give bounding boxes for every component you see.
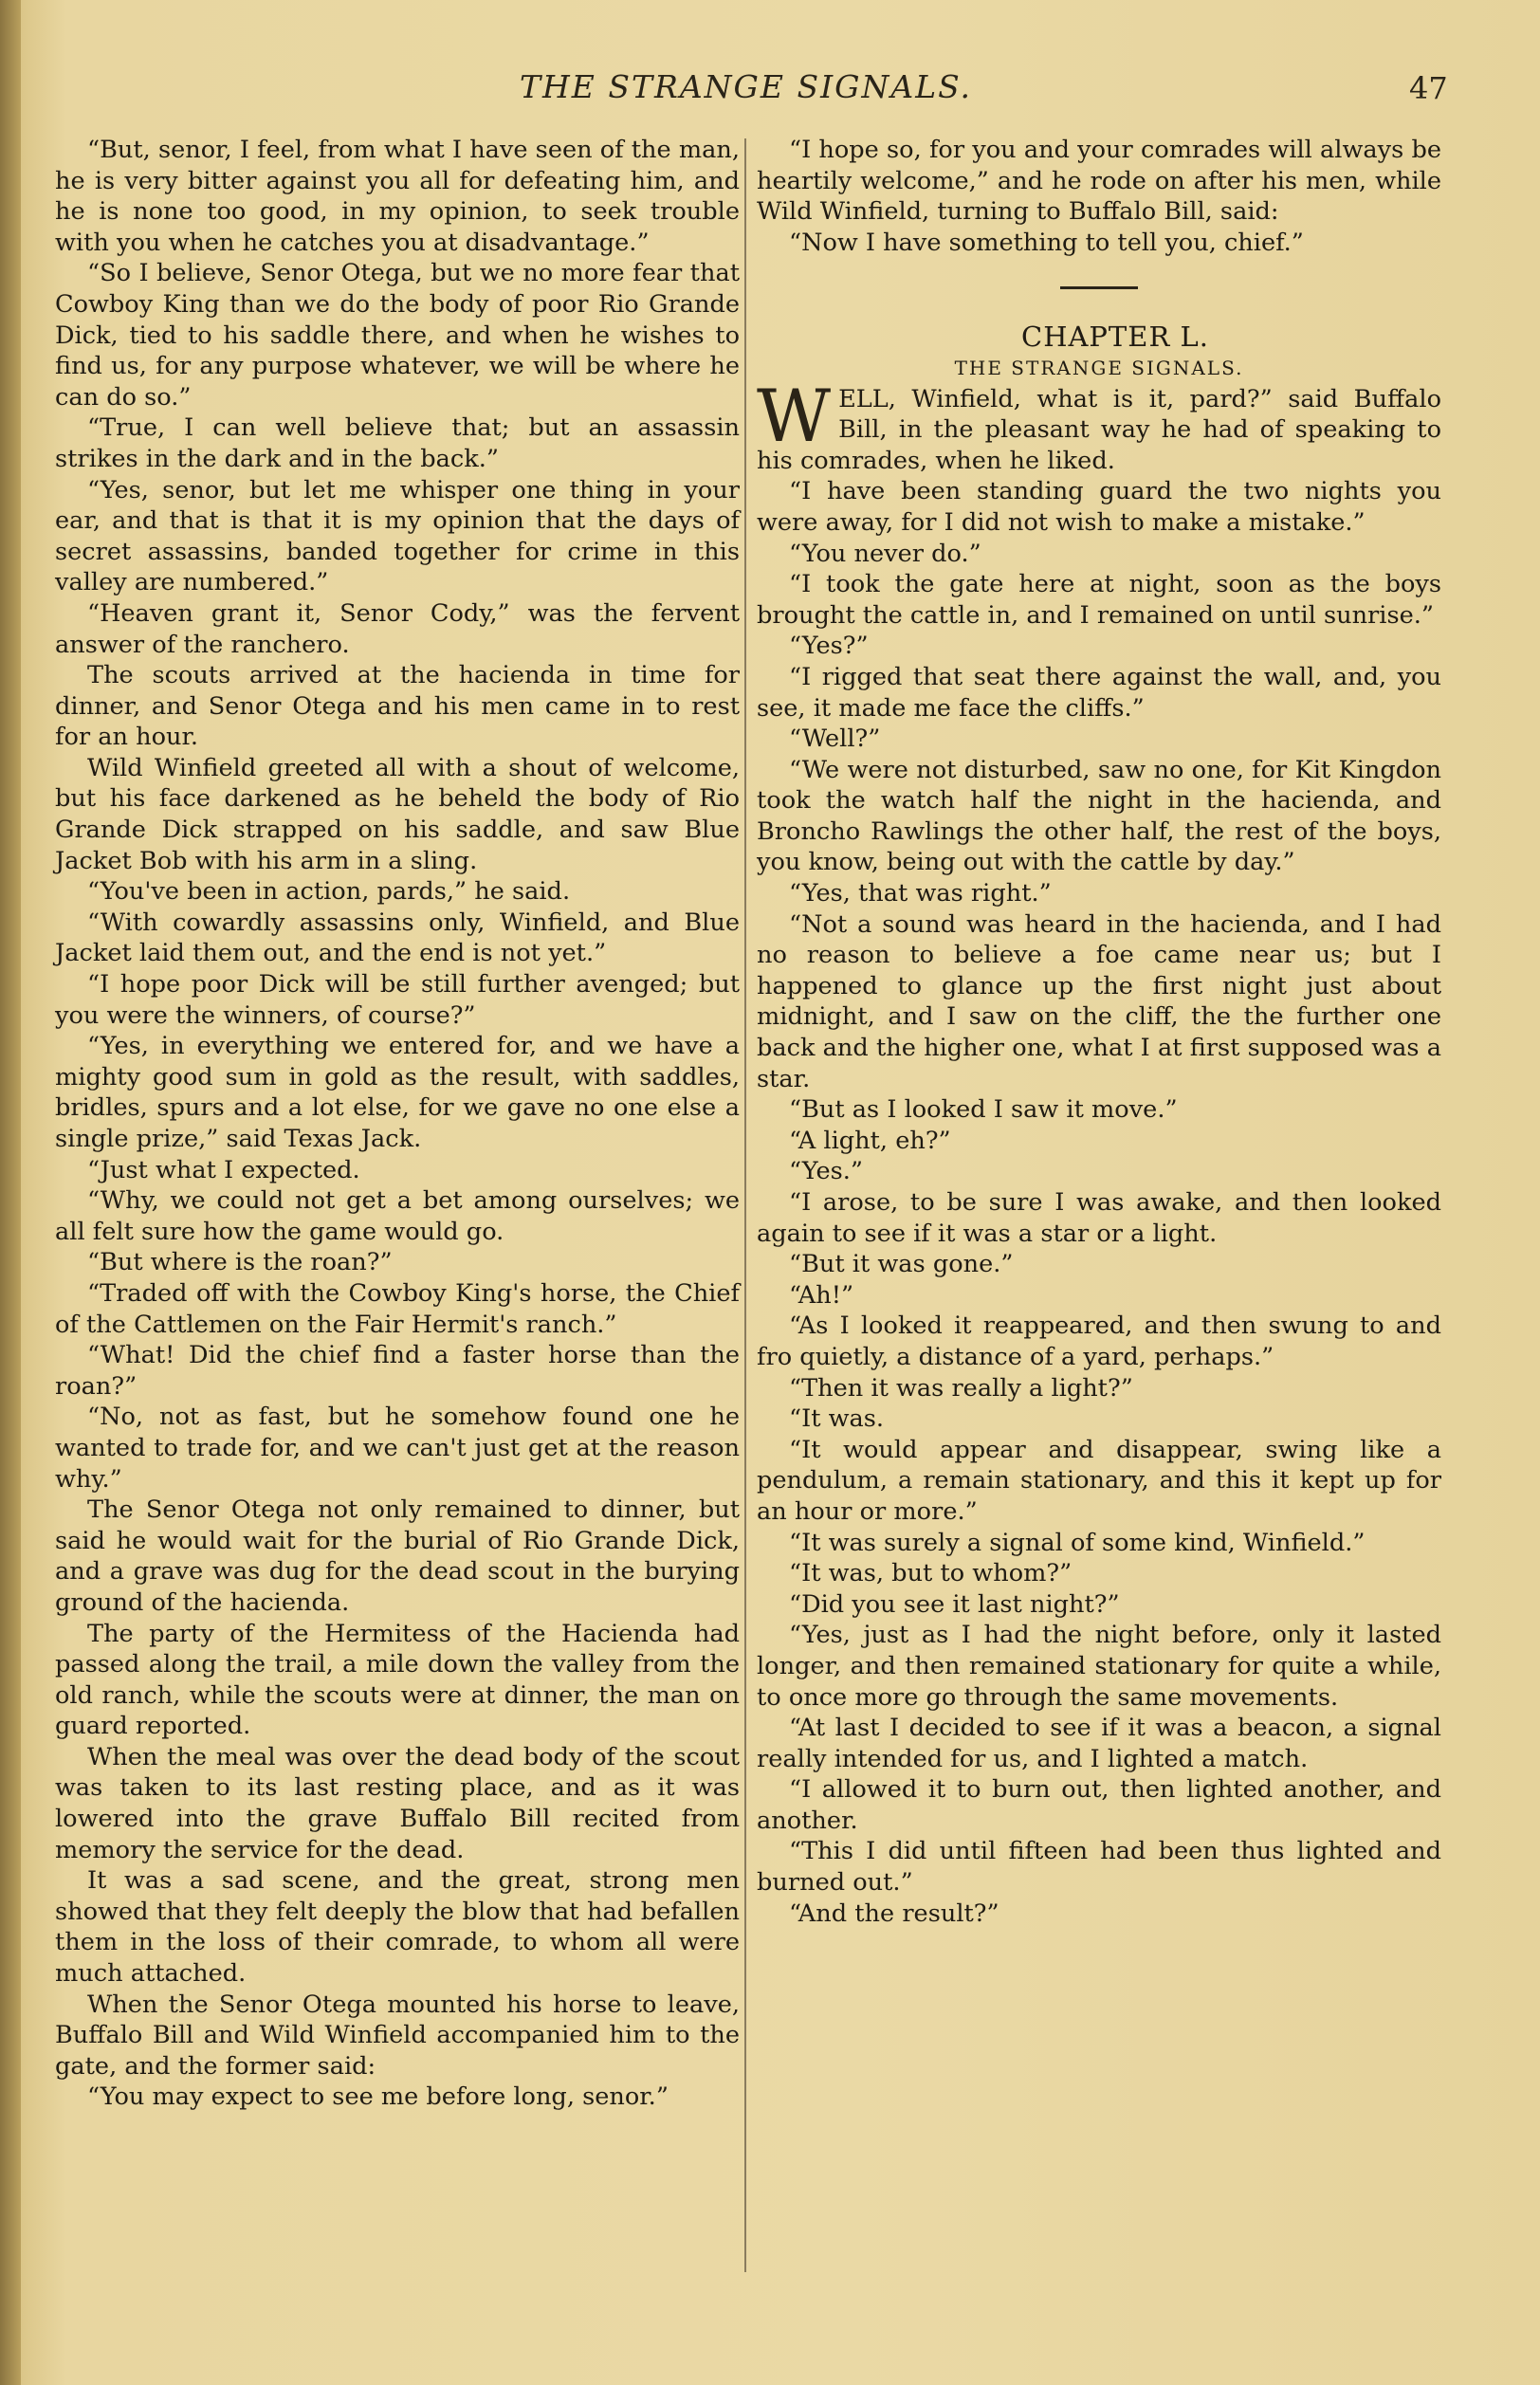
paragraph: “Yes, that was right.” bbox=[789, 879, 1052, 908]
right-column bbox=[757, 135, 1441, 1929]
paragraph: “A light, eh?” bbox=[789, 1126, 951, 1155]
paragraph: “Why, we could not get a bet among ourselves; we all felt sure how the game would go. bbox=[55, 1186, 740, 1246]
paragraph: “Yes?” bbox=[789, 632, 869, 661]
book-spine-edge bbox=[0, 0, 21, 2385]
paragraph: “This I did until fifteen had been thus lighted and burned out.” bbox=[757, 1837, 1441, 1898]
paragraph: “Yes, senor, but let me whisper one thing in your ear, and that is that it is my opinion that the days of secret assassins, banded together for crime in this valley are numbered.” bbox=[55, 475, 740, 597]
paragraph: The scouts arrived at the hacienda in time for dinner, and Senor Otega and his men came in to rest for an hour. bbox=[55, 661, 740, 752]
chapter-subtitle: THE STRANGE SIGNALS. bbox=[954, 356, 1244, 379]
right-column-top bbox=[757, 135, 1441, 258]
paragraph: “And the result?” bbox=[789, 1899, 999, 1928]
paragraph: “True, I can well believe that; but an assassin strikes in the dark and in the back.” bbox=[55, 413, 740, 473]
paragraph: “It was, but to whom?” bbox=[789, 1559, 1072, 1588]
paragraph: “Well?” bbox=[789, 725, 881, 754]
paragraph: “Did you see it last night?” bbox=[789, 1589, 1120, 1619]
running-title: THE STRANGE SIGNALS. bbox=[520, 68, 973, 105]
paragraph: “At last I decided to see if it was a beacon, a signal really intended for us, and I lighted a match. bbox=[757, 1714, 1441, 1773]
paragraph: “Heaven grant it, Senor Cody,” was the fervent answer of the ranchero. bbox=[55, 598, 740, 659]
paragraph: “But it was gone.” bbox=[789, 1250, 1014, 1279]
paragraph: The Senor Otega not only remained to dinner, but said he would wait for the burial of Rio Grande Dick, and a grave was dug for the dead scout in the burying ground of the hacienda. bbox=[55, 1495, 740, 1617]
paragraph: It was a sad scene, and the great, strong men showed that they felt deeply the blow that had befallen them in the loss of their comrade, to whom all were much attached. bbox=[55, 1866, 740, 1989]
drop-cap: W bbox=[757, 373, 832, 458]
page-number: 47 bbox=[1409, 70, 1448, 106]
right-column-body bbox=[757, 476, 1441, 1929]
paragraph: “I have been standing guard the two nights you were away, for I did not wish to make a mistake.” bbox=[757, 477, 1441, 537]
paragraph: “I rigged that seat there against the wall, and, you see, it made me face the cliffs.” bbox=[757, 662, 1441, 723]
section-separator bbox=[1060, 286, 1138, 289]
paragraph: “You may expect to see me before long, senor.” bbox=[87, 2082, 669, 2112]
paragraph: When the meal was over the dead body of the scout was taken to its last resting place, and as it was lowered into the grave Buffalo Bill recited from memory the service for the dead. bbox=[55, 1742, 740, 1864]
paragraph: “Yes, in everything we entered for, and we have a mighty good sum in gold as the result, with saddles, bridles, spurs and a lot else, for we gave no one else a single prize,” said Texas Jack. bbox=[55, 1032, 740, 1153]
column-divider bbox=[744, 138, 746, 2272]
paragraph: “Then it was really a light?” bbox=[789, 1373, 1133, 1403]
paragraph: “Ah!” bbox=[789, 1280, 854, 1310]
paragraph: “It was. bbox=[789, 1404, 885, 1434]
paragraph: “It would appear and disappear, swing like a pendulum, a remain stationary, and this it kept up for an hour or more.” bbox=[757, 1435, 1441, 1526]
paragraph: Wild Winfield greeted all with a shout of welcome, but his face darkened as he beheld the body of Rio Grande Dick strapped on his saddle, and saw Blue Jacket Bob with his arm in a sling. bbox=[55, 753, 740, 875]
page-header bbox=[0, 68, 1540, 106]
paragraph: “It was surely a signal of some kind, Winfield.” bbox=[789, 1528, 1366, 1557]
paragraph: “As I looked it reappeared, and then swung to and fro quietly, a distance of a yard, perhaps.” bbox=[757, 1312, 1441, 1371]
paragraph: “Traded off with the Cowboy King's horse, the Chief of the Cattlemen on the Fair Hermit's ranch.” bbox=[55, 1278, 740, 1339]
paragraph: “Just what I expected. bbox=[87, 1155, 360, 1184]
paragraph: “Yes.” bbox=[789, 1157, 863, 1186]
paragraph: “Now I have something to tell you, chief.” bbox=[789, 228, 1304, 257]
paragraph: “But as I looked I saw it move.” bbox=[789, 1095, 1178, 1125]
paragraph: “I took the gate here at night, soon as the boys brought the cattle in, and I remained on until sunrise.” bbox=[757, 570, 1441, 630]
paragraph: “But, senor, I feel, from what I have seen of the man, he is very bitter against you all for defeating him, and he is none too good, in my opinion, to seek trouble with you when he catches you at disadvantage.” bbox=[55, 136, 740, 257]
chapter-opening-text: ELL, Winfield, what is it, pard?” said Buffalo Bill, in the pleasant way he had of speaking to his comrades, when he liked. bbox=[757, 384, 1441, 475]
paragraph: “You've been in action, pards,” he said. bbox=[87, 877, 571, 907]
chapter-heading: CHAPTER L. bbox=[1021, 321, 1209, 354]
paragraph: “But where is the roan?” bbox=[87, 1248, 393, 1277]
paragraph: “No, not as fast, but he somehow found one he wanted to trade for, and we can't just get at the reason why.” bbox=[55, 1403, 740, 1494]
chapter-opening-paragraph bbox=[757, 373, 1441, 477]
paragraph: When the Senor Otega mounted his horse to leave, Buffalo Bill and Wild Winfield accompanied him to the gate, and the former said: bbox=[55, 1990, 740, 2081]
paragraph: “I arose, to be sure I was awake, and then looked again to see if it was a star or a light. bbox=[757, 1188, 1441, 1248]
paragraph: “So I believe, Senor Otega, but we no more fear that Cowboy King than we do the body of poor Rio Grande Dick, tied to his saddle there, and when he wishes to find us, for any purpose whatever, we will be where he can do so.” bbox=[55, 259, 740, 412]
paragraph: “I hope so, for you and your comrades will always be heartily welcome,” and he rode on after his men, while Wild Winfield, turning to Buffalo Bill, said: bbox=[757, 136, 1441, 227]
paragraph: “You never do.” bbox=[789, 539, 981, 568]
paragraph: “Yes, just as I had the night before, only it lasted longer, and then remained stationary for quite a while, to once more go through the same movements. bbox=[757, 1621, 1441, 1712]
paragraph: “Not a sound was heard in the hacienda, and I had no reason to believe a foe came near us; but I happened to glance up the first night just about midnight, and I saw on the cliff, the the further one back and the higher one, what I at first supposed was a star. bbox=[757, 909, 1441, 1093]
paragraph: “I allowed it to burn out, then lighted another, and another. bbox=[757, 1775, 1441, 1835]
paragraph: “What! Did the chief find a faster horse than the roan?” bbox=[55, 1341, 740, 1401]
paragraph: The party of the Hermitess of the Hacienda had passed along the trail, a mile down the valley from the old ranch, while the scouts were at dinner, the man on guard reported. bbox=[55, 1619, 740, 1741]
left-column bbox=[55, 135, 740, 2113]
paragraph: “We were not disturbed, saw no one, for Kit Kingdon took the watch half the night in the hacienda, and Broncho Rawlings the other half, the rest of the boys, you know, being out with the cattle by day.” bbox=[757, 755, 1441, 877]
paragraph: “I hope poor Dick will be still further avenged; but you were the winners, of course?” bbox=[55, 970, 740, 1030]
paragraph: “With cowardly assassins only, Winfield, and Blue Jacket laid them out, and the end is not yet.” bbox=[55, 908, 740, 968]
